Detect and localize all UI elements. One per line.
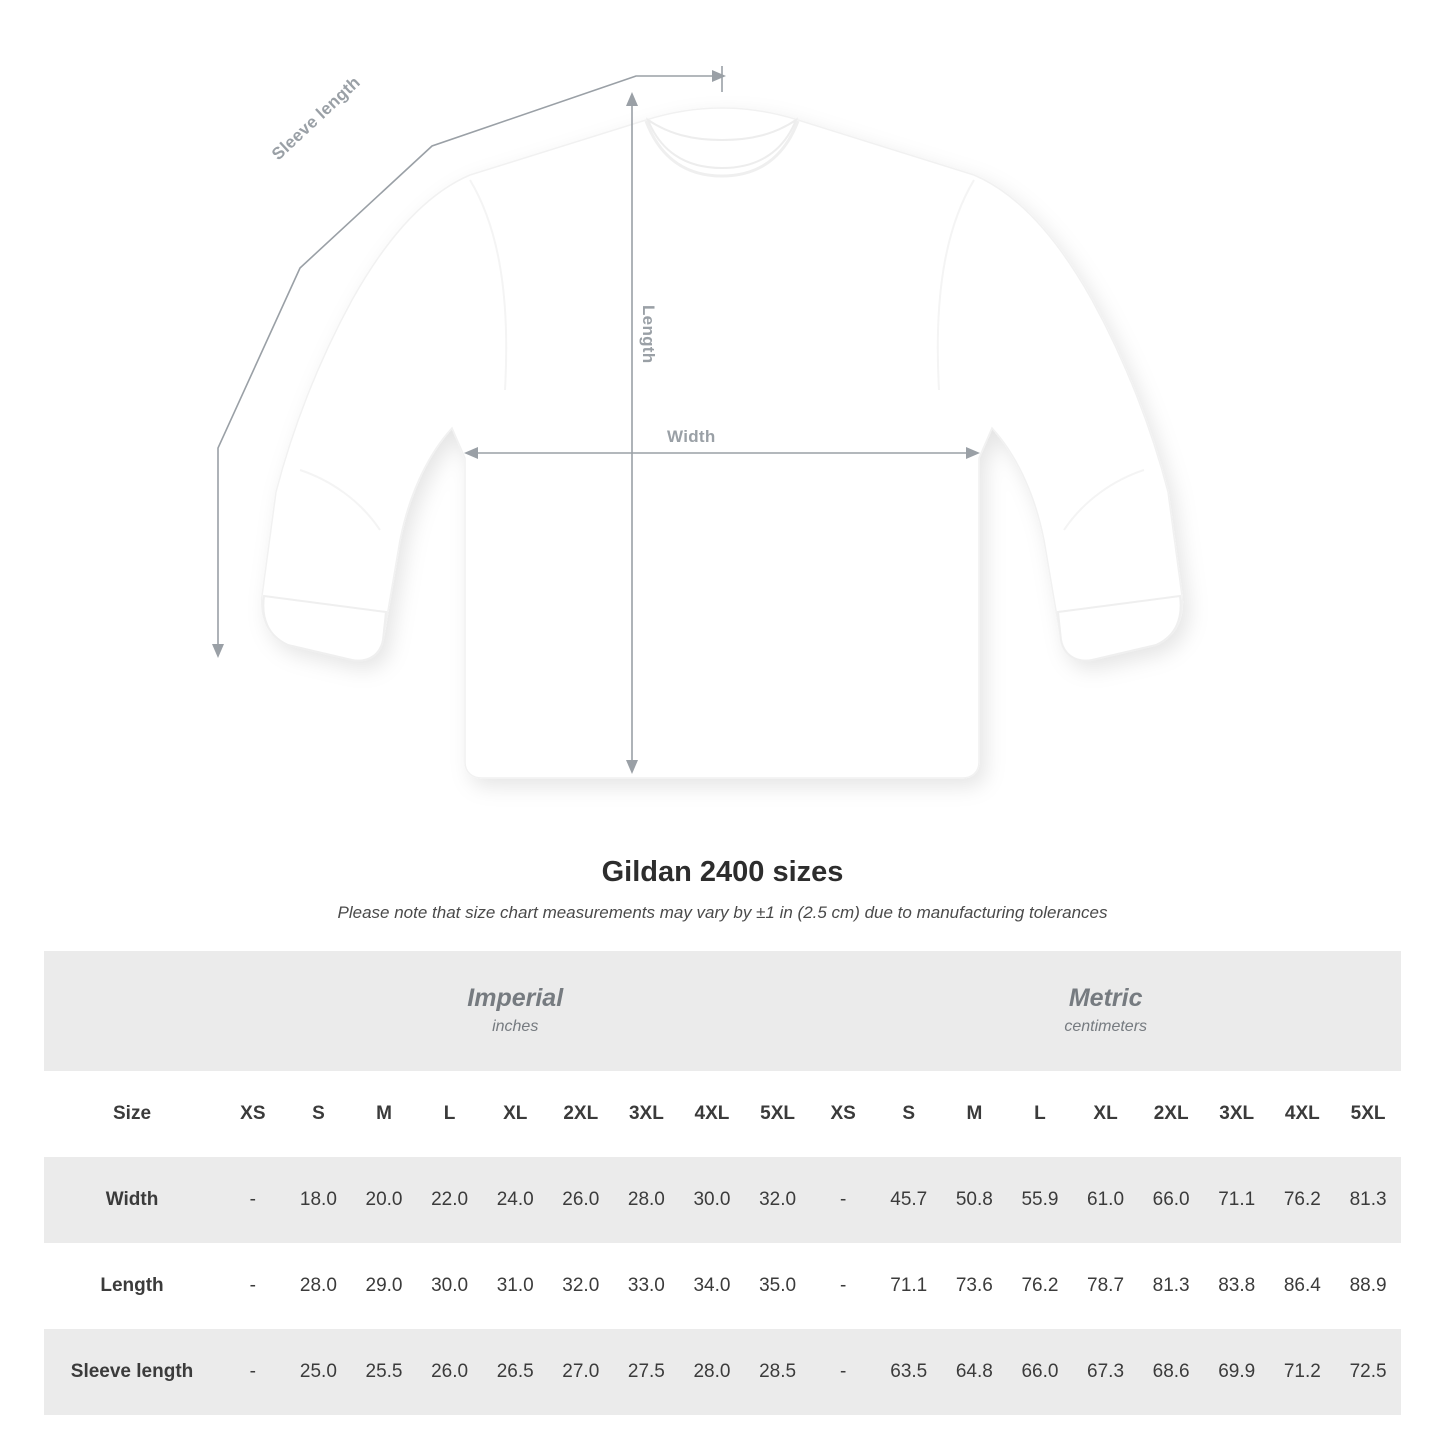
unit-metric-name: Metric [1068, 983, 1143, 1012]
unit-group-metric [810, 951, 1401, 1071]
unit-header-row [44, 951, 1401, 1071]
cell-width-11: 50.8 [942, 1157, 1008, 1243]
sleeve-length-label: Sleeve length [268, 72, 364, 164]
cell-sleeve-10: 63.5 [876, 1329, 942, 1415]
col-header-2xl-metric: 2XL [1138, 1071, 1204, 1157]
cell-sleeve-1: 25.0 [286, 1329, 352, 1415]
cell-width-14: 66.0 [1138, 1157, 1204, 1243]
unit-header-spacer [44, 951, 220, 1071]
tolerance-note: Please note that size chart measurements may vary by ±1 in (2.5 cm) due to manufacturing tolerances [337, 903, 1108, 922]
table-row-width [44, 1157, 1401, 1243]
col-header-5xl-metric: 5XL [1335, 1071, 1401, 1157]
cell-sleeve-6: 27.5 [614, 1329, 680, 1415]
cell-width-8: 32.0 [745, 1157, 811, 1243]
col-header-xs-metric: XS [810, 1071, 876, 1157]
size-table-wrapper [44, 951, 1401, 1415]
col-header-s-imperial: S [286, 1071, 352, 1157]
row-label-length: Length [44, 1243, 220, 1329]
size-header-row [44, 1071, 1401, 1157]
unit-imperial-sub: inches [492, 1017, 539, 1035]
cell-length-17: 88.9 [1335, 1243, 1401, 1329]
cell-sleeve-14: 68.6 [1138, 1329, 1204, 1415]
col-header-3xl-imperial: 3XL [614, 1071, 680, 1157]
cell-width-10: 45.7 [876, 1157, 942, 1243]
col-header-m-imperial: M [351, 1071, 417, 1157]
unit-imperial-name: Imperial [467, 983, 564, 1012]
cell-sleeve-11: 64.8 [942, 1329, 1008, 1415]
cell-sleeve-4: 26.5 [482, 1329, 548, 1415]
cell-sleeve-5: 27.0 [548, 1329, 614, 1415]
unit-metric-sub: centimeters [1064, 1017, 1148, 1035]
cell-width-15: 71.1 [1204, 1157, 1270, 1243]
row-header-size: Size [44, 1071, 220, 1157]
size-chart-table [44, 951, 1401, 1415]
cell-sleeve-7: 28.0 [679, 1329, 745, 1415]
col-header-xs-imperial: XS [220, 1071, 286, 1157]
cell-length-8: 35.0 [745, 1243, 811, 1329]
col-header-xl-metric: XL [1073, 1071, 1139, 1157]
col-header-4xl-metric: 4XL [1270, 1071, 1336, 1157]
cell-width-0: - [220, 1157, 286, 1243]
title-block [0, 856, 1445, 923]
cell-length-12: 76.2 [1007, 1243, 1073, 1329]
cell-length-9: - [810, 1243, 876, 1329]
cell-length-3: 30.0 [417, 1243, 483, 1329]
col-header-xl-imperial: XL [482, 1071, 548, 1157]
cell-length-6: 33.0 [614, 1243, 680, 1329]
cell-length-13: 78.7 [1073, 1243, 1139, 1329]
col-header-2xl-imperial: 2XL [548, 1071, 614, 1157]
cell-width-12: 55.9 [1007, 1157, 1073, 1243]
cell-width-7: 30.0 [679, 1157, 745, 1243]
col-header-3xl-metric: 3XL [1204, 1071, 1270, 1157]
cell-width-6: 28.0 [614, 1157, 680, 1243]
col-header-l-metric: L [1007, 1071, 1073, 1157]
cell-width-5: 26.0 [548, 1157, 614, 1243]
cell-width-9: - [810, 1157, 876, 1243]
cell-width-1: 18.0 [286, 1157, 352, 1243]
cell-length-5: 32.0 [548, 1243, 614, 1329]
col-header-5xl-imperial: 5XL [745, 1071, 811, 1157]
cell-length-2: 29.0 [351, 1243, 417, 1329]
cell-sleeve-0: - [220, 1329, 286, 1415]
cell-length-14: 81.3 [1138, 1243, 1204, 1329]
cell-sleeve-12: 66.0 [1007, 1329, 1073, 1415]
cell-sleeve-15: 69.9 [1204, 1329, 1270, 1415]
cell-sleeve-13: 67.3 [1073, 1329, 1139, 1415]
cell-length-10: 71.1 [876, 1243, 942, 1329]
row-label-width: Width [44, 1157, 220, 1243]
cell-length-4: 31.0 [482, 1243, 548, 1329]
cell-width-2: 20.0 [351, 1157, 417, 1243]
cell-length-7: 34.0 [679, 1243, 745, 1329]
cell-length-0: - [220, 1243, 286, 1329]
cell-sleeve-8: 28.5 [745, 1329, 811, 1415]
cell-width-3: 22.0 [417, 1157, 483, 1243]
cell-width-13: 61.0 [1073, 1157, 1139, 1243]
cell-sleeve-17: 72.5 [1335, 1329, 1401, 1415]
cell-sleeve-9: - [810, 1329, 876, 1415]
cell-width-17: 81.3 [1335, 1157, 1401, 1243]
width-label: Width [667, 427, 716, 446]
unit-group-imperial [220, 951, 810, 1071]
length-label: Length [639, 305, 658, 364]
table-row-sleeve-length [44, 1329, 1401, 1415]
row-label-sleeve-length: Sleeve length [44, 1329, 220, 1415]
table-row-length [44, 1243, 1401, 1329]
page-title: Gildan 2400 sizes [601, 856, 844, 888]
cell-sleeve-3: 26.0 [417, 1329, 483, 1415]
cell-width-4: 24.0 [482, 1157, 548, 1243]
cell-length-1: 28.0 [286, 1243, 352, 1329]
cell-width-16: 76.2 [1270, 1157, 1336, 1243]
cell-length-16: 86.4 [1270, 1243, 1336, 1329]
cell-sleeve-2: 25.5 [351, 1329, 417, 1415]
cell-sleeve-16: 71.2 [1270, 1329, 1336, 1415]
col-header-4xl-imperial: 4XL [679, 1071, 745, 1157]
col-header-l-imperial: L [417, 1071, 483, 1157]
cell-length-15: 83.8 [1204, 1243, 1270, 1329]
col-header-m-metric: M [942, 1071, 1008, 1157]
cell-length-11: 73.6 [942, 1243, 1008, 1329]
col-header-s-metric: S [876, 1071, 942, 1157]
